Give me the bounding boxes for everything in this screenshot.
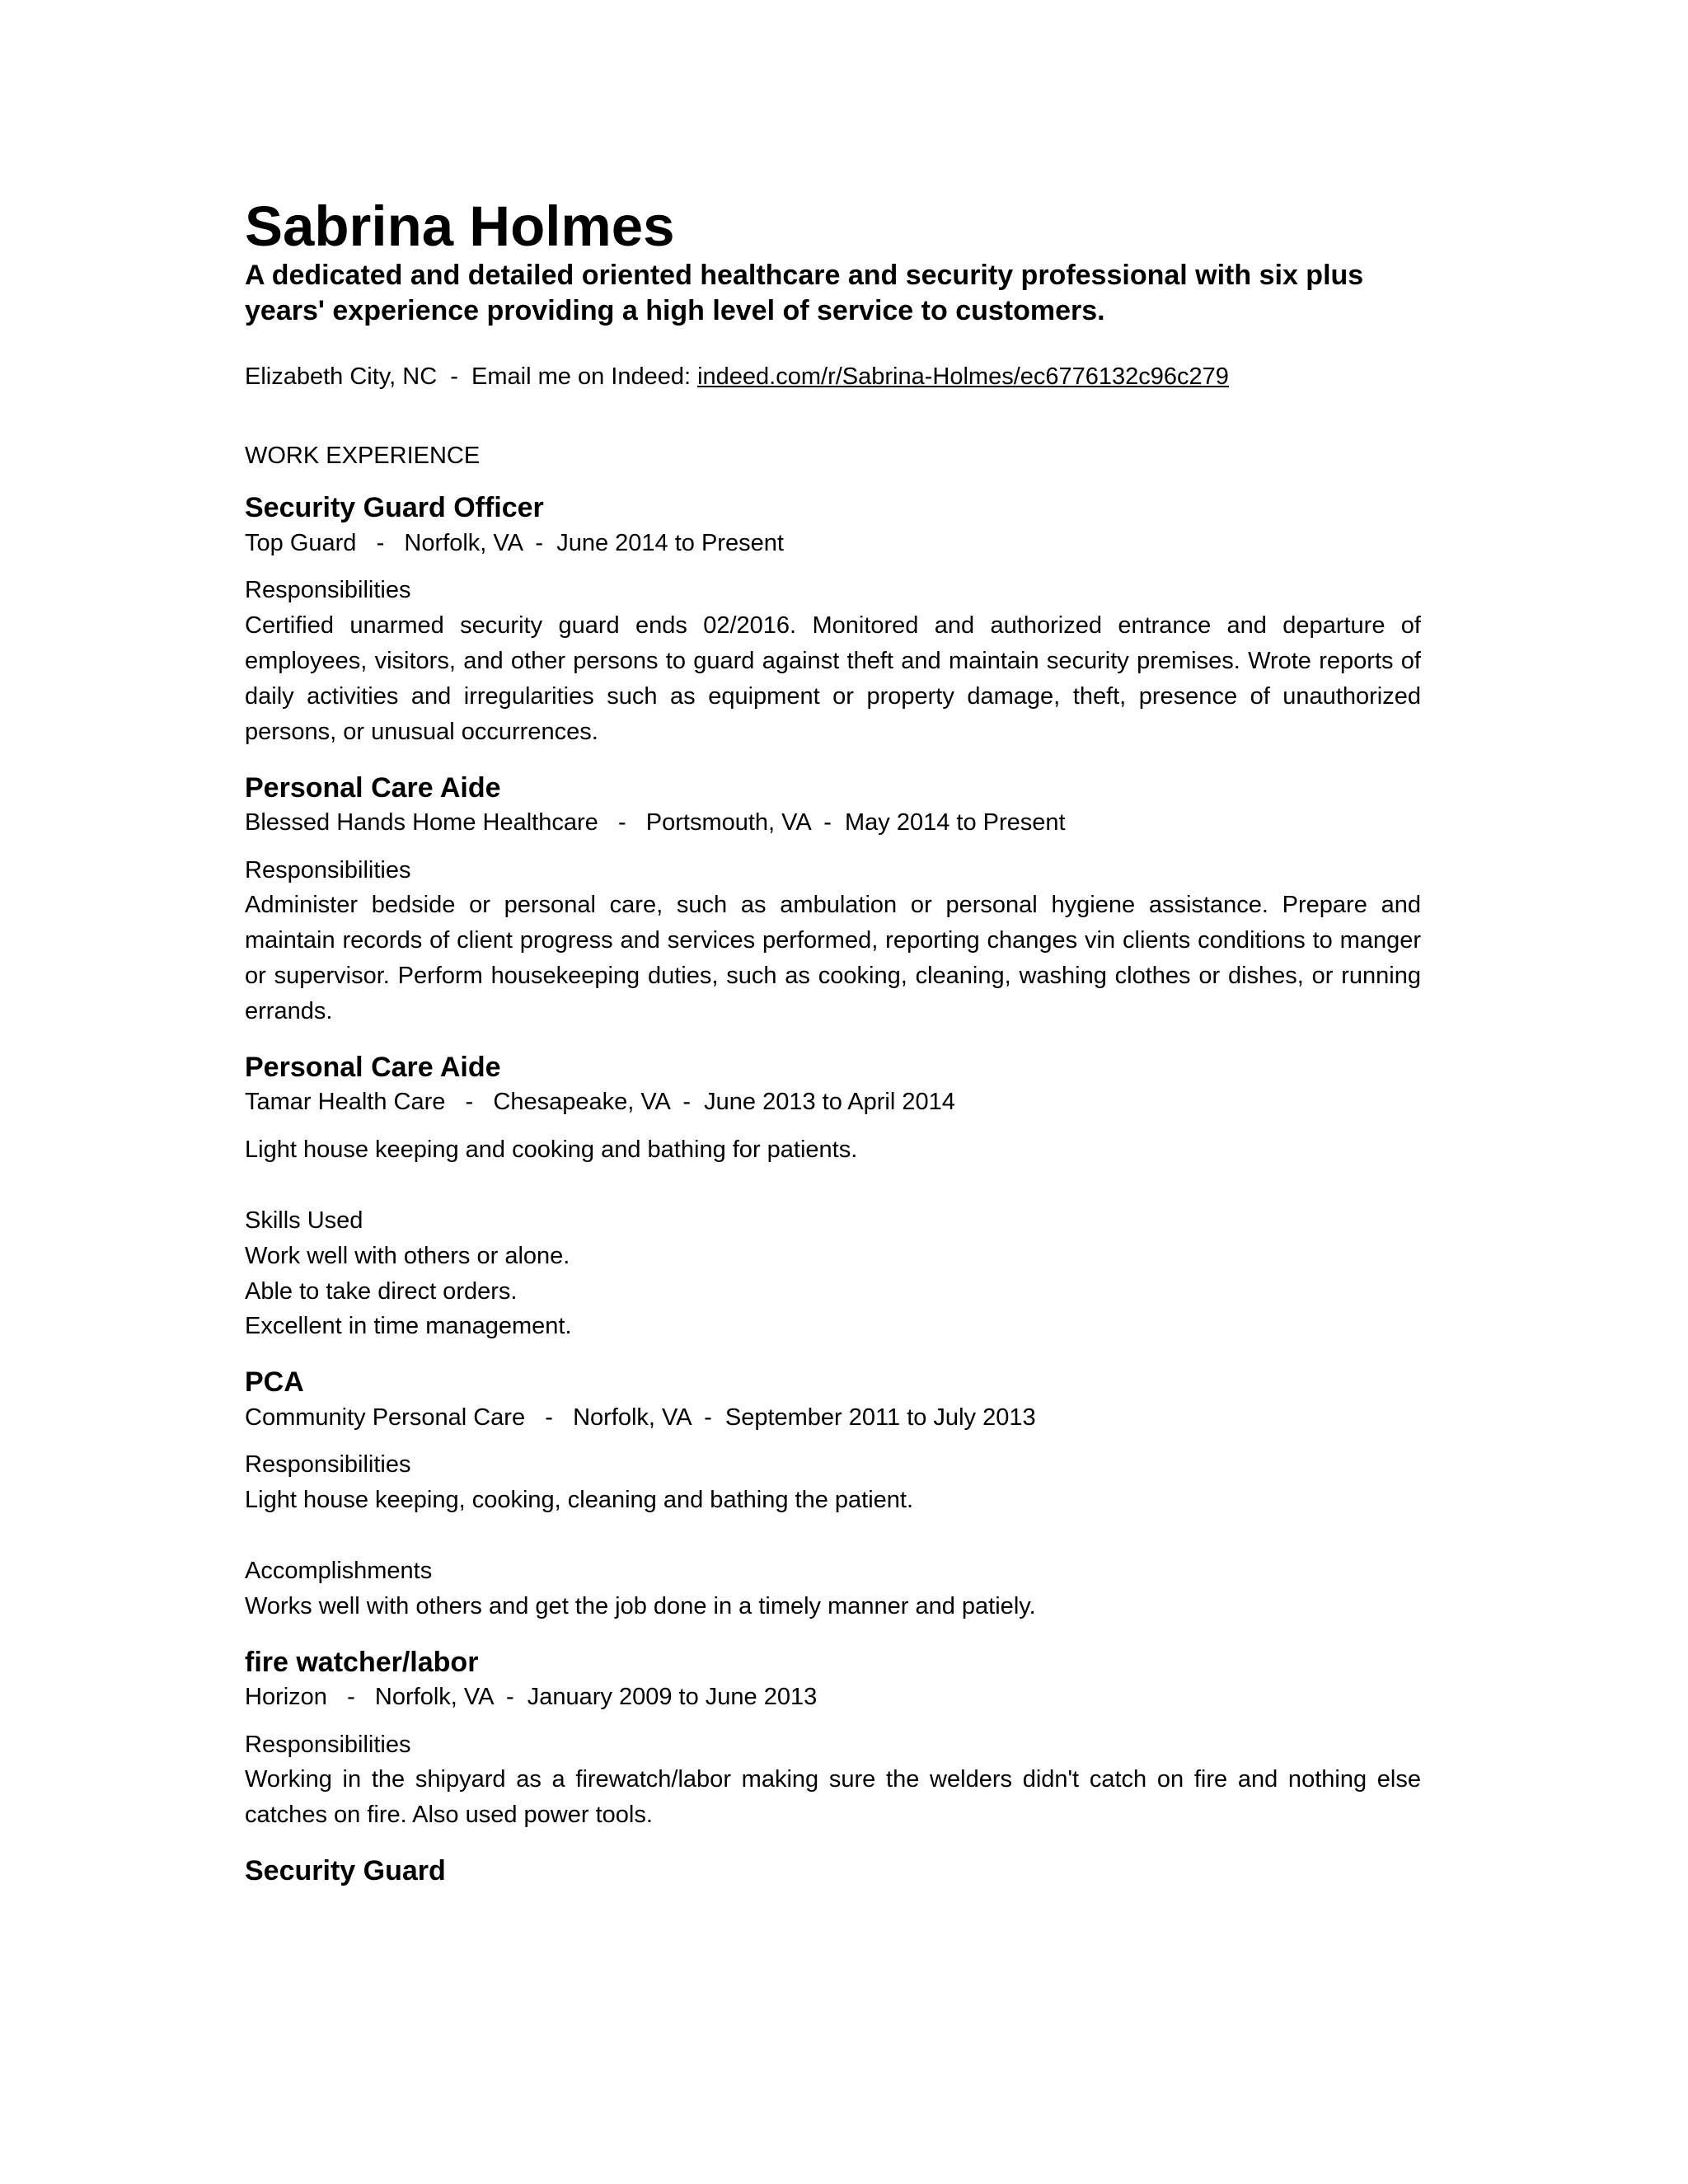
job-title: PCA bbox=[245, 1366, 304, 1399]
contact-location: Elizabeth City, NC bbox=[245, 363, 438, 390]
job-meta: Community Personal Care - Norfolk, VA - September 2011 to July 2013 bbox=[245, 1404, 1036, 1431]
responsibilities-text: Certified unarmed security guard ends 02/2016. Monitored and authorized entrance and departure of employees, visitors, and other persons to guard against theft and maintain security premises. Wrote reports of daily activities and irregularities such as equipment or property damage, theft, presence of unauthorized persons, or unusual occurrences. bbox=[245, 612, 1421, 745]
indeed-profile-link[interactable]: indeed.com/r/Sabrina-Holmes/ec6776132c96c279 bbox=[697, 363, 1229, 390]
job-meta: Tamar Health Care - Chesapeake, VA - June 2013 to April 2014 bbox=[245, 1089, 955, 1116]
job-meta: Horizon - Norfolk, VA - January 2009 to June 2013 bbox=[245, 1683, 818, 1710]
resume-page bbox=[245, 196, 1421, 1889]
job-title: Personal Care Aide bbox=[245, 771, 501, 804]
candidate-name: Sabrina Holmes bbox=[245, 194, 675, 258]
job-title: fire watcher/labor bbox=[245, 1646, 479, 1678]
responsibilities-label: Responsibilities bbox=[245, 856, 411, 883]
work-experience-heading: WORK EXPERIENCE bbox=[245, 443, 481, 470]
job-entry bbox=[245, 770, 1421, 1029]
responsibilities-label: Responsibilities bbox=[245, 1731, 411, 1758]
job-entry bbox=[245, 490, 1421, 749]
candidate-headline: A dedicated and detailed oriented healthcare and security professional with six plus years' experience providing a high level of service to customers. bbox=[245, 259, 1364, 326]
contact-separator: - bbox=[437, 363, 472, 390]
contact-line bbox=[245, 360, 1421, 394]
responsibilities-text: Working in the shipyard as a firewatch/labor making sure the welders didn't catch on fire and nothing else catches on fire. Also used power tools. bbox=[245, 1766, 1421, 1829]
responsibilities-label: Responsibilities bbox=[245, 1451, 411, 1479]
skill-item: Excellent in time management. bbox=[245, 1313, 572, 1340]
job-meta: Blessed Hands Home Healthcare - Portsmouth, VA - May 2014 to Present bbox=[245, 808, 1066, 836]
responsibilities-text: Light house keeping, cooking, cleaning and bathing the patient. bbox=[245, 1487, 914, 1514]
accomplishments-label: Accomplishments bbox=[245, 1557, 433, 1584]
job-title: Personal Care Aide bbox=[245, 1052, 501, 1084]
contact-email-label: Email me on Indeed: bbox=[471, 363, 698, 390]
job-entry bbox=[245, 1644, 1421, 1834]
skills-label: Skills Used bbox=[245, 1207, 363, 1234]
job-entry bbox=[245, 1364, 1421, 1624]
accomplishments-text: Works well with others and get the job done in a timely manner and patiely. bbox=[245, 1592, 1036, 1619]
job-title: Security Guard Officer bbox=[245, 492, 544, 524]
job-meta: Top Guard - Norfolk, VA - June 2014 to Present bbox=[245, 529, 784, 556]
skill-item: Able to take direct orders. bbox=[245, 1277, 518, 1305]
job-title: Security Guard bbox=[245, 1855, 446, 1887]
job-description: Light house keeping and cooking and bathing for patients. bbox=[245, 1136, 858, 1163]
responsibilities-label: Responsibilities bbox=[245, 577, 411, 604]
job-entry bbox=[245, 1049, 1421, 1344]
job-entry bbox=[245, 1853, 1421, 1889]
skill-item: Work well with others or alone. bbox=[245, 1242, 570, 1269]
responsibilities-text: Administer bedside or personal care, such as ambulation or personal hygiene assistance. Prepare and maintain records of client progress and services performed, reporting changes vin clients conditions to manger or supervisor. Perform housekeeping duties, such as cooking, cleaning, washing clothes or dishes, or running errands. bbox=[245, 892, 1421, 1025]
